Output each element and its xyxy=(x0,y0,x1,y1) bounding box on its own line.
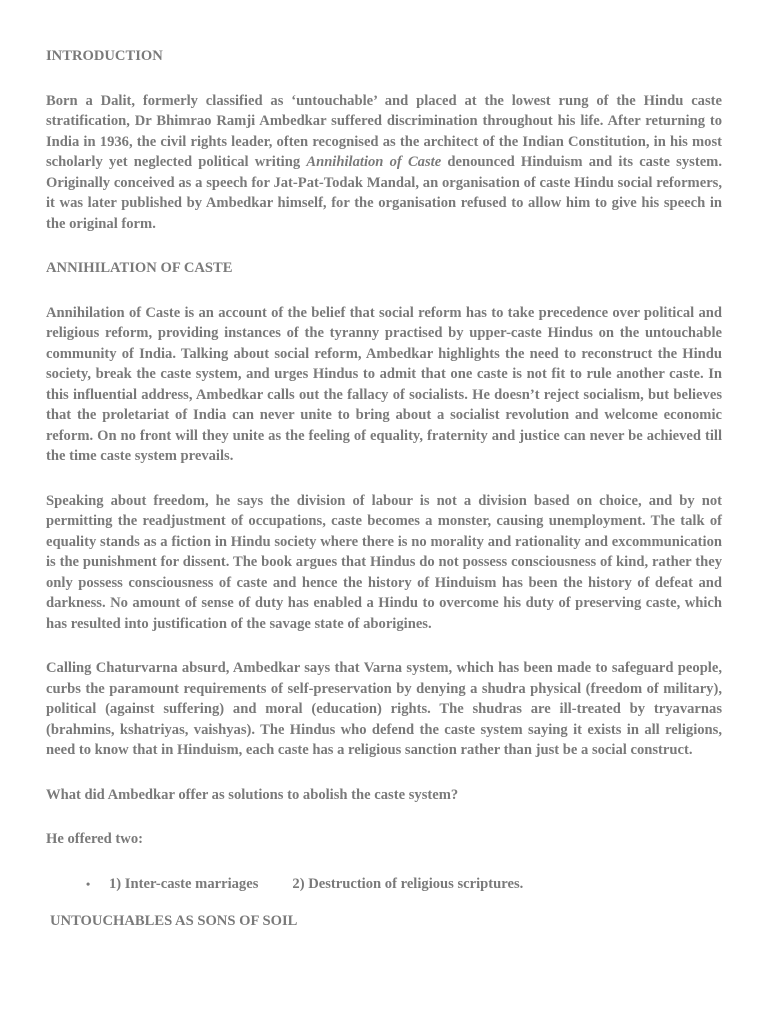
solution-destruction-of-scriptures: 2) Destruction of religious scriptures. xyxy=(292,875,524,892)
introduction-paragraph xyxy=(46,91,722,235)
introduction-text-part-2: denounced Hinduism and its caste system. Originally conceived as a speech for Jat-Pat-Todak Mandal, an organisation of caste Hindu social reformers, it was later published by Ambedkar himself, for the organisation refused to allow him to give his speech in the original form. xyxy=(46,154,722,232)
book-title: Annihilation of Caste xyxy=(306,154,442,170)
solutions-list xyxy=(46,874,722,895)
bullet-icon: • xyxy=(86,876,91,891)
annihilation-paragraph-3: Calling Chaturvarna absurd, Ambedkar says that Varna system, which has been made to safeguard people, curbs the paramount requirements of self-preservation by denying a shudra physical (freedom of military), political (against suffering) and moral (education) rights. The shudras are ill-treated by tryavarnas (brahmins, kshatriyas, vaishyas). The Hindus who defend the caste system saying it exists in all religions, need to know that in Hinduism, each caste has a religious sanction rather than just be a social construct. xyxy=(46,660,722,758)
solution-inter-caste-marriages: 1) Inter-caste marriages xyxy=(109,875,259,892)
annihilation-paragraph-2: Speaking about freedom, he says the division of labour is not a division based on choice, and by not permitting the readjustment of occupations, caste becomes a monster, causing unemployment. The talk of equality stands as a fiction in Hindu society where there is no morality and rationality and excommunication is the punishment for dissent. The book argues that Hindus do not possess consciousness of kind, rather they only possess consciousness of caste and hence the history of Hinduism has been the history of defeat and darkness. No amount of sense of duty has enabled a Hindu to overcome his duty of preserving caste, which has resulted into justification of the savage state of aborigines. xyxy=(46,492,722,632)
introduction-text-part-1: Born a Dalit, formerly classified as ‘untouchable’ and placed at the lowest rung of the Hindu caste stratification, Dr Bhimrao Ramji Ambedkar suffered discrimination throughout his life. After returning to India in 1936, the civil rights leader, often recognised as the architect of the Indian Constitution, in his most scholarly yet neglected political writing xyxy=(46,92,722,170)
solutions-question: What did Ambedkar offer as solutions to abolish the caste system? xyxy=(46,786,459,803)
document-page xyxy=(46,46,722,932)
section-heading-annihilation-of-caste: ANNIHILATION OF CASTE xyxy=(46,260,233,276)
list-item xyxy=(86,874,722,895)
annihilation-paragraph-1: Annihilation of Caste is an account of the belief that social reform has to take precedence over political and religious reform, providing instances of the tyranny practised by upper-caste Hindus on the untouchable community of India. Talking about social reform, Ambedkar highlights the need to reconstruct the Hindu society, break the caste system, and urges Hindus to admit that one caste is not fit to rule another caste. In this influential address, Ambedkar calls out the fallacy of socialists. He doesn’t reject socialism, but believes that the proletariat of India can never unite to bring about a socialist revolution and welcome economic reform. On no front will they unite as the feeling of equality, fraternity and justice can never be achieved till the time caste system prevails. xyxy=(46,304,722,464)
section-heading-untouchables-as-sons-of-soil: UNTOUCHABLES AS SONS OF SOIL xyxy=(50,913,298,929)
solutions-intro: He offered two: xyxy=(46,831,143,847)
section-heading-introduction: INTRODUCTION xyxy=(46,48,163,64)
